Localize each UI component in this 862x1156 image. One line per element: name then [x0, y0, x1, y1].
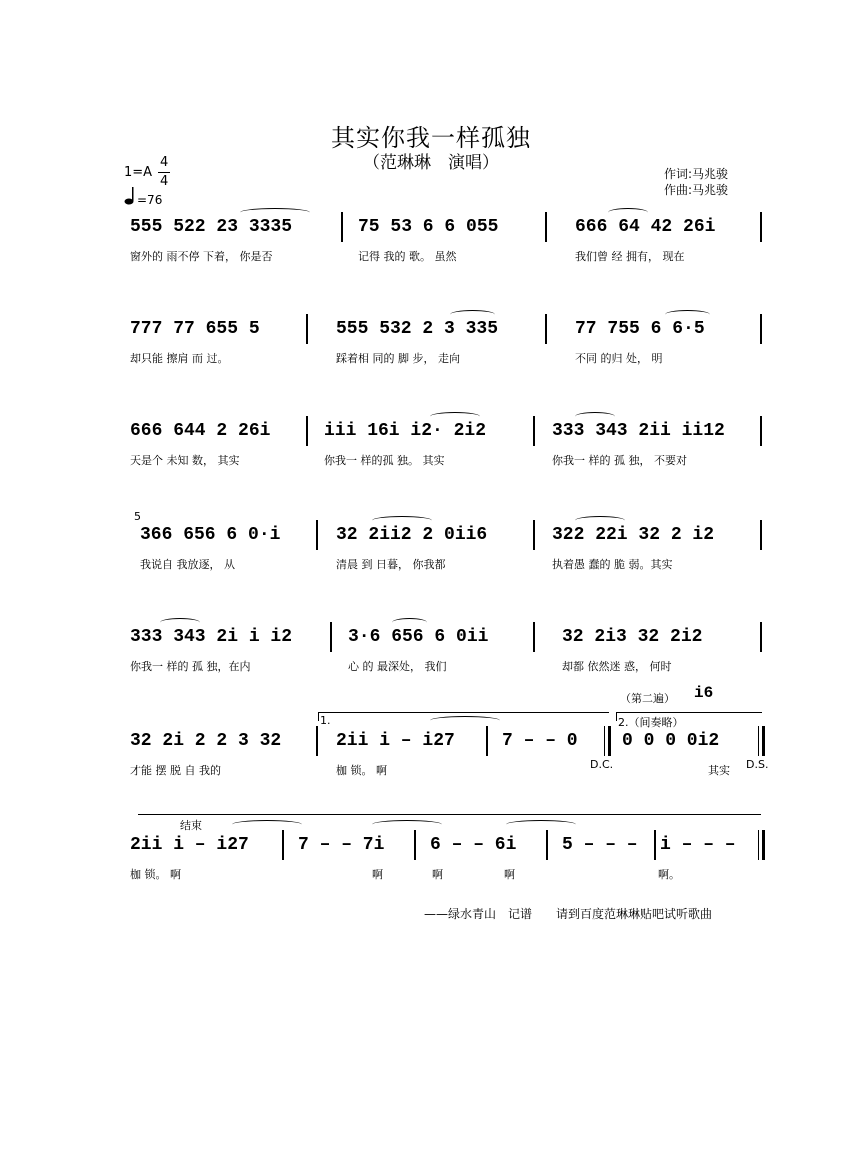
bar-line — [760, 416, 762, 446]
bar-line — [760, 314, 762, 344]
slur — [372, 820, 442, 829]
tempo-marking: =76 — [137, 193, 163, 207]
slur — [160, 618, 200, 627]
lyric-line: 啊。 — [658, 868, 680, 881]
lyric-line: 你我一 样的孤 独。 其实 — [324, 454, 445, 467]
grace-note: 5 — [134, 510, 141, 523]
quarter-note-icon — [124, 187, 136, 209]
measure-notes: 3·6 656 6 0ii — [348, 627, 489, 647]
lyric-line: 我说自 我放逐， 从 — [140, 558, 235, 571]
lyric-line: 清晨 到 日暮， 你我都 — [336, 558, 446, 571]
slur — [665, 310, 710, 319]
lyric-line: 踩着相 同的 脚 步， 走向 — [336, 352, 460, 365]
lyric-line: 执着愚 蠢的 脆 弱。其实 — [552, 558, 673, 571]
bar-line — [330, 622, 332, 652]
repeat-bar-line — [604, 726, 611, 756]
bar-line — [533, 520, 535, 550]
song-title: 其实你我一样孤独 — [331, 124, 531, 152]
measure-notes: 32 2i3 32 2i2 — [562, 627, 703, 647]
measure-notes: 7 – – 7i — [298, 835, 385, 855]
slur — [430, 716, 500, 725]
second-time-notes: i6 — [694, 684, 714, 702]
bar-line — [306, 416, 308, 446]
bar-line — [545, 212, 547, 242]
measure-notes: i – – – — [660, 835, 736, 855]
measure-notes: 75 53 6 6 055 — [358, 217, 499, 237]
time-signature-top: 4 — [160, 155, 169, 170]
lyric-line: 啊 — [372, 868, 383, 881]
slur — [575, 516, 625, 525]
lyric-line: 其实 — [708, 764, 730, 777]
slur — [392, 618, 427, 627]
measure-notes: 777 77 655 5 — [130, 319, 260, 339]
measure-notes: 2ii i – i27 — [130, 835, 249, 855]
slur — [430, 412, 480, 421]
measure-notes: 555 522 23 3335 — [130, 217, 293, 237]
lyric-line: 枷 锁。 啊 — [130, 868, 181, 881]
bar-line — [306, 314, 308, 344]
slur — [232, 820, 302, 829]
measure-notes: 2ii i – i27 — [336, 731, 455, 751]
lyric-line: 却都 依然迷 惑， 何时 — [562, 660, 672, 673]
lyric-line: 天是个 未知 数， 其实 — [130, 454, 240, 467]
bar-line — [654, 830, 656, 860]
coda-line — [138, 814, 761, 815]
bar-line — [316, 520, 318, 550]
slur — [240, 208, 310, 217]
bar-line — [760, 622, 762, 652]
measure-notes: 666 64 42 26i — [575, 217, 716, 237]
lyric-line: 却只能 擦肩 而 过。 — [130, 352, 229, 365]
bar-line — [282, 830, 284, 860]
bar-line — [533, 416, 535, 446]
measure-notes: 32 2i 2 2 3 32 — [130, 731, 282, 751]
measure-notes: 6 – – 6i — [430, 835, 517, 855]
lyric-line: 你我一 样的 孤 独， 不要对 — [552, 454, 687, 467]
second-time-label: （第二遍） — [620, 692, 675, 705]
lyric-line: 你我一 样的 孤 独，在内 — [130, 660, 251, 673]
volta-1-label: 1. — [320, 714, 331, 727]
measure-notes: 555 532 2 3 335 — [336, 319, 499, 339]
measure-notes: iii 16i i2· 2i2 — [324, 421, 487, 441]
measure-notes: 333 343 2ii ii12 — [552, 421, 725, 441]
measure-notes: 666 644 2 26i — [130, 421, 271, 441]
slur — [608, 208, 648, 217]
lyric-line: 才能 摆 脱 自 我的 — [130, 764, 221, 777]
volta-2-label: 2.（间奏略） — [618, 716, 684, 729]
measure-notes: 366 656 6 0·i — [140, 525, 281, 545]
bar-line — [341, 212, 343, 242]
time-signature-line — [158, 172, 170, 173]
measure-notes: 333 343 2i i i2 — [130, 627, 293, 647]
bar-line — [545, 314, 547, 344]
bar-line — [546, 830, 548, 860]
slur — [575, 412, 615, 421]
lyric-line: 不同 的归 处， 明 — [575, 352, 663, 365]
bar-line — [316, 726, 318, 756]
lyric-line: 枷 锁。 啊 — [336, 764, 387, 777]
time-signature-bottom: 4 — [160, 174, 169, 189]
measure-notes: 0 0 0 0i2 — [622, 731, 720, 751]
listening-note: 请到百度范琳琳贴吧试听歌曲 — [556, 907, 713, 921]
lyric-line: 记得 我的 歌。 虽然 — [358, 250, 457, 263]
lyric-line: 我们曾 经 拥有， 现在 — [575, 250, 685, 263]
ds-marking: D.S. — [746, 758, 769, 771]
measure-notes: 32 2ii2 2 0ii6 — [336, 525, 488, 545]
performer-subtitle: （范琳琳 演唱） — [363, 153, 499, 173]
measure-notes: 5 – – – — [562, 835, 638, 855]
bar-line — [760, 520, 762, 550]
slur — [506, 820, 576, 829]
final-bar-line — [758, 830, 765, 860]
slur — [372, 516, 432, 525]
bar-line — [760, 212, 762, 242]
bar-line — [486, 726, 488, 756]
measure-notes: 322 22i 32 2 i2 — [552, 525, 715, 545]
bar-line — [533, 622, 535, 652]
lyric-line: 啊 — [504, 868, 515, 881]
lyric-line: 窗外的 雨不停 下着， 你是否 — [130, 250, 273, 263]
lyric-line: 心 的 最深处， 我们 — [348, 660, 447, 673]
bar-line — [414, 830, 416, 860]
lyric-line: 啊 — [432, 868, 443, 881]
end-marking: 结束 — [180, 819, 202, 832]
lyricist-credit: 作词:马兆骏 — [664, 167, 729, 181]
measure-notes: 7 – – 0 — [502, 731, 578, 751]
slur — [450, 310, 495, 319]
measure-notes: 77 755 6 6·5 — [575, 319, 705, 339]
transcriber-credit: ——绿水青山 记谱 — [424, 907, 533, 921]
dc-marking: D.C. — [590, 758, 614, 771]
key-signature: 1=A — [124, 165, 153, 180]
composer-credit: 作曲:马兆骏 — [664, 183, 729, 197]
repeat-bar-line — [758, 726, 765, 756]
